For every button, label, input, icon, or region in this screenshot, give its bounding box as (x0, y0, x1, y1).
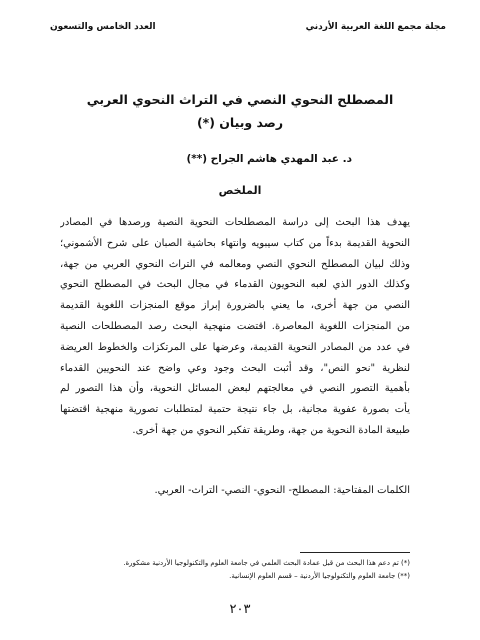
footnotes (50, 557, 410, 583)
abstract-line: النحوية القديمة بدءاً من كتاب سيبويه وانتهاء بحاشية الصبان على شرح الأشموني؛ (60, 237, 410, 249)
abstract-line: بأهمية التصور النصي في معالجتهم لبعض المسائل النحوية، وأن هذا التصور لم (60, 383, 410, 395)
footnote-1: (*) تم دعم هذا البحث من قبل عمادة البحث العلمي في جامعة العلوم والتكنولوجيا الأردنية مشكورة. (123, 559, 410, 567)
abstract-body (60, 213, 410, 442)
abstract-line: في عدد من المصادر النحوية القديمة، وعرضها على المرتكزات والخطوط العريضة (60, 341, 410, 353)
abstract-line: وذلك لبيان المصطلح النحوي النصي ومعالمه في التراث النحوي العربي من جهة، (60, 258, 410, 270)
author-name: د. عبد المهدي هاشم الجراح (**) (186, 153, 352, 165)
abstract-heading: الملخص (218, 184, 262, 197)
abstract-line: لنظرية "نحو النص"، وقد أثبت البحث وجود وعي واضح عند النحويين القدماء (60, 362, 410, 374)
page-number: ٢٠٣ (229, 602, 251, 617)
abstract-line: وكذلك الدور الذي لعبه النحويون القدماء في مجال البحث في المصطلح النحوي (60, 279, 410, 291)
abstract-line: يأت بصورة عفوية مجانية، بل جاء نتيجة حتمية لمتطلبات تصورية منهجية اقتضتها (60, 404, 410, 416)
abstract-line: النصي من جهة أخرى، ما يعني بالضرورة إبراز موقع المنجزات اللغوية القديمة (60, 300, 410, 312)
abstract-line: طبيعة المادة النحوية من جهة، وطريقة تفكير النحوي من جهة أخرى. (132, 424, 410, 436)
abstract-line: من المنجزات اللغوية المعاصرة. اقتضت منهجية البحث رصد المصطلحات النصية (60, 320, 410, 332)
issue-label: العدد الخامس والتسعون (50, 22, 156, 32)
article-subtitle: رصد وبيان (*) (196, 115, 284, 130)
journal-name: مجلة مجمع اللغة العربية الأردني (305, 22, 446, 32)
footnote-divider (300, 552, 410, 553)
article-title: المصطلح النحوي النصي في التراث النحوي العربي (86, 92, 394, 107)
keywords: الكلمات المفتاحية: المصطلح- النحوي- النصي- التراث- العربي. (154, 485, 410, 496)
abstract-line: يهدف هذا البحث إلى دراسة المصطلحات النحوية النصية ورصدها في المصادر (60, 217, 410, 228)
footnote-2: (**) جامعة العلوم والتكنولوجيا الأردنية – قسم العلوم الإنسانية. (229, 572, 410, 580)
